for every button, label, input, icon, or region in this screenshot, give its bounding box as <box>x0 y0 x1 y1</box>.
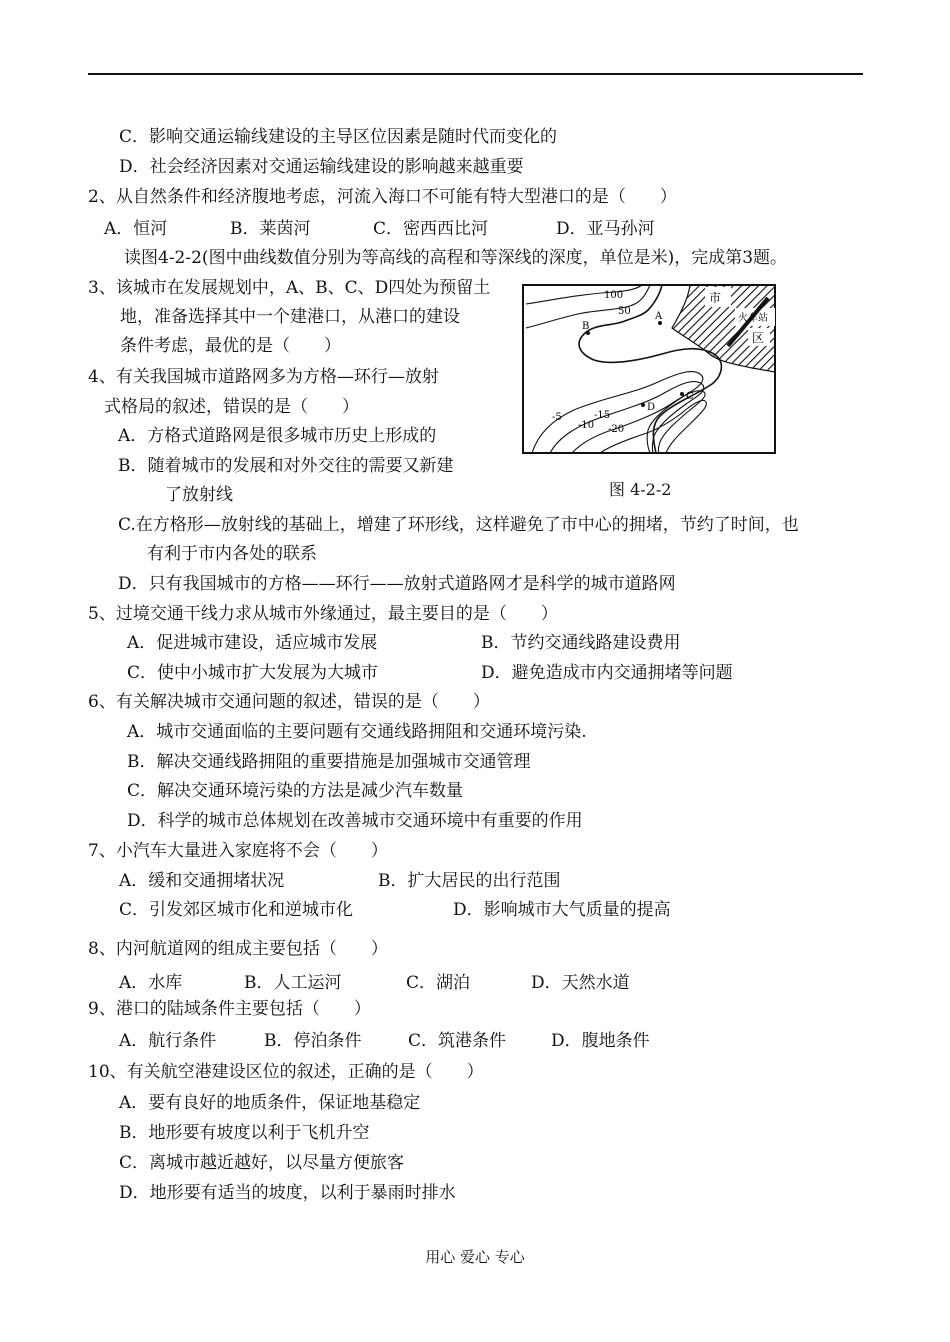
question-3-line-3: 条件考虑，最优的是（ ） <box>120 336 341 356</box>
label-city-char-1: 市 <box>709 291 722 305</box>
q6-option-d: D．科学的城市总体规划在改善城市交通环境中有重要的作用 <box>127 811 583 831</box>
q7-option-d: D．影响城市大气质量的提高 <box>453 900 671 920</box>
question-9: 9、港口的陆域条件主要包括（ ） <box>88 999 371 1019</box>
contour-map-figure <box>522 284 776 454</box>
label-depth-5: -5 <box>552 412 562 423</box>
label-station: 火车站 <box>738 313 768 324</box>
q2-option-b: B．莱茵河 <box>230 219 311 239</box>
q4-option-a: A．方格式道路网是很多城市历史上形成的 <box>118 426 437 446</box>
q5-option-c: C．使中小城市扩大发展为大城市 <box>127 663 379 683</box>
q5-option-a: A．促进城市建设，适应城市发展 <box>127 633 378 653</box>
q9-option-b: B．停泊条件 <box>264 1031 362 1051</box>
figure-instruction: 读图4-2-2(图中曲线数值分别为等高线的高程和等深线的深度，单位是米)，完成第3题。 <box>124 248 788 268</box>
q6-option-a: A．城市交通面临的主要问题有交通线路拥阻和交通环境污染. <box>127 722 587 742</box>
point-c-marker <box>680 392 684 396</box>
point-d-marker <box>641 403 645 407</box>
q9-option-c: C．筑港条件 <box>408 1031 507 1051</box>
question-8: 8、内河航道网的组成主要包括（ ） <box>88 939 388 959</box>
q4-option-c: C.在方格形—放射线的基础上，增建了环形线，这样避免了市中心的拥堵，节约了时间，也 <box>118 515 799 535</box>
question-10: 10、有关航空港建设区位的叙述，正确的是（ ） <box>88 1062 484 1082</box>
label-point-b: B <box>582 321 590 332</box>
q5-option-d: D．避免造成市内交通拥堵等问题 <box>481 663 733 683</box>
q2-option-c: C．密西西比河 <box>373 219 489 239</box>
header-rule <box>88 73 863 75</box>
question-3-line-2: 地，准备选择其中一个建港口，从港口的建设 <box>120 307 460 327</box>
label-depth-10: -10 <box>578 420 595 431</box>
q1-option-d: D．社会经济因素对交通运输线建设的影响越来越重要 <box>119 157 524 177</box>
q6-option-b: B．解决交通线路拥阻的重要措施是加强城市交通管理 <box>127 752 531 772</box>
question-2: 2、从自然条件和经济腹地考虑，河流入海口不可能有特大型港口的是（ ） <box>88 187 677 207</box>
q4-option-b-line-2: 了放射线 <box>165 485 233 505</box>
q9-option-a: A．航行条件 <box>119 1031 217 1051</box>
q10-option-d: D．地形要有适当的坡度，以利于暴雨时排水 <box>119 1183 456 1203</box>
question-6: 6、有关解决城市交通问题的叙述，错误的是（ ） <box>88 692 490 712</box>
label-depth-15: -15 <box>594 410 611 421</box>
label-contour-50: 50 <box>618 306 631 317</box>
label-depth-20: -20 <box>608 424 625 435</box>
q8-option-b: B．人工运河 <box>244 973 342 993</box>
q9-option-d: D．腹地条件 <box>551 1031 650 1051</box>
page-footer: 用心 爱心 专心 <box>425 1248 525 1266</box>
q4-option-d: D．只有我国城市的方格——环行——放射式道路网才是科学的城市道路网 <box>118 574 676 594</box>
label-contour-100: 100 <box>604 290 624 301</box>
q4-option-b: B．随着城市的发展和对外交往的需要又新建 <box>118 456 454 476</box>
question-5: 5、过境交通干线力求从城市外缘通过，最主要目的是（ ） <box>88 604 558 624</box>
label-point-a: A <box>655 311 663 322</box>
question-7: 7、小汽车大量进入家庭将不会（ ） <box>88 841 388 861</box>
q10-option-a: A．要有良好的地质条件，保证地基稳定 <box>119 1093 421 1113</box>
label-point-c: C <box>686 391 694 402</box>
q7-option-b: B．扩大居民的出行范围 <box>378 871 561 891</box>
q2-option-d: D．亚马孙河 <box>556 219 655 239</box>
q8-option-c: C．湖泊 <box>406 973 471 993</box>
q10-option-b: B．地形要有坡度以利于飞机升空 <box>119 1123 370 1143</box>
q2-option-a: A．恒河 <box>104 219 168 239</box>
q6-option-c: C．解决交通环境污染的方法是减少汽车数量 <box>127 781 464 801</box>
q7-option-a: A．缓和交通拥堵状况 <box>119 871 285 891</box>
question-4-line-2: 式格局的叙述，错误的是（ ） <box>104 397 359 417</box>
label-point-d: D <box>647 402 656 413</box>
q7-option-c: C．引发郊区城市化和逆城市化 <box>119 900 354 920</box>
q10-option-c: C．离城市越近越好，以尽量方便旅客 <box>119 1153 405 1173</box>
figure-caption: 图 4-2-2 <box>609 480 672 499</box>
q8-option-d: D．天然水道 <box>531 973 630 993</box>
q1-option-c: C．影响交通运输线建设的主导区位因素是随时代而变化的 <box>119 127 558 147</box>
question-3: 3、该城市在发展规划中，A、B、C、D四处为预留土 <box>88 278 491 298</box>
q8-option-a: A．水库 <box>119 973 183 993</box>
q5-option-b: B．节约交通线路建设费用 <box>481 633 681 653</box>
label-city-char-2: 区 <box>752 331 765 345</box>
q4-option-c-line-2: 有利于市内各处的联系 <box>147 544 317 564</box>
question-4: 4、有关我国城市道路网多为方格—环行—放射 <box>88 367 439 387</box>
